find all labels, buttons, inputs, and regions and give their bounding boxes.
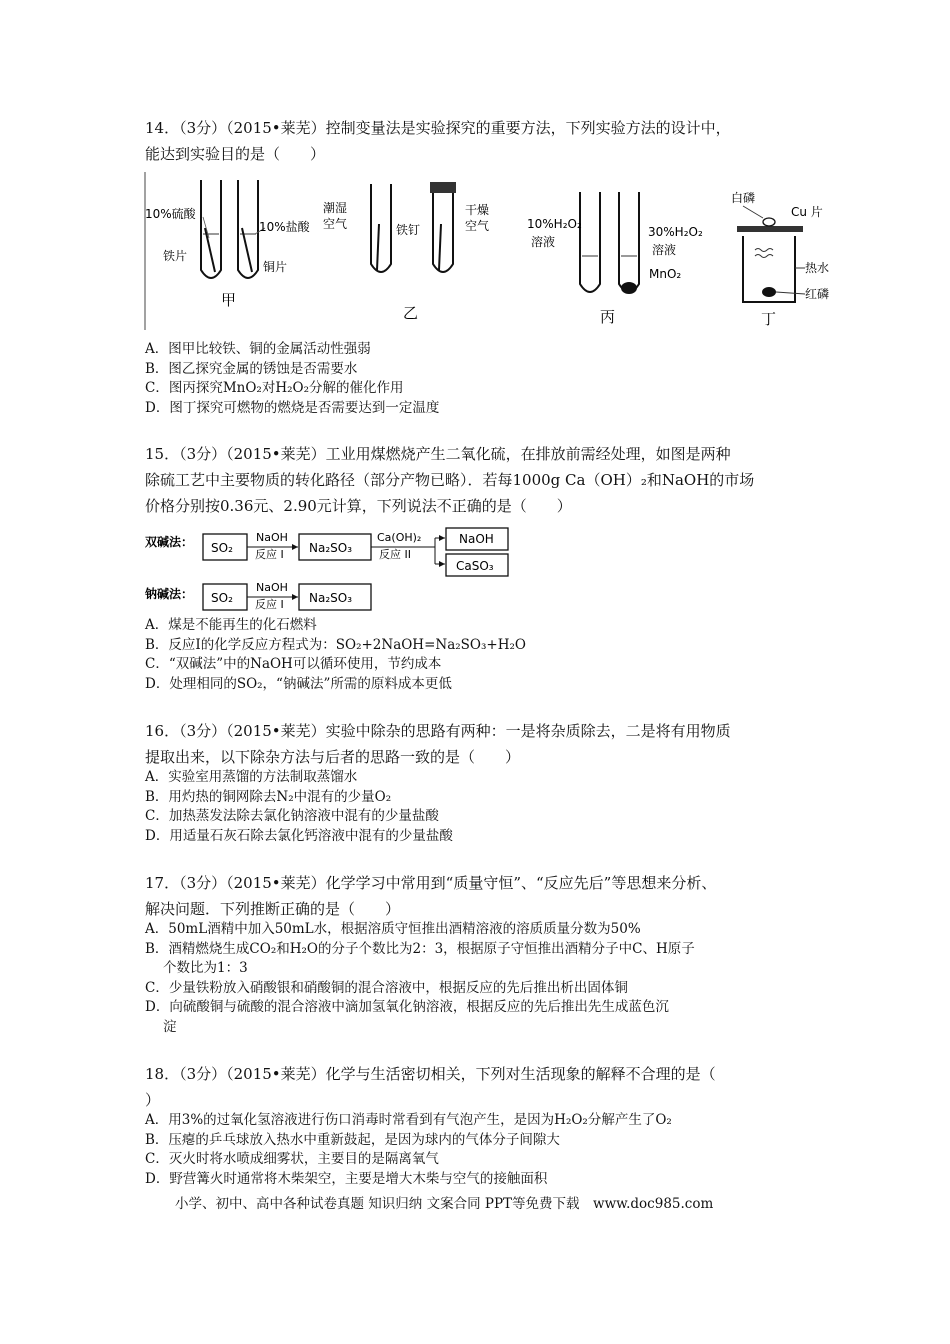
jia-metal2-label: 铜片 [263, 260, 288, 274]
yi-caption: 乙 [403, 304, 419, 322]
q17-option-b-cont: 个数比为1：3 [163, 960, 248, 976]
q18-stem-line1: 18．（3分）（2015•莱芜）化学与生活密切相关，下列对生活现象的解释不合理的是（ [145, 1065, 716, 1083]
so2-box-2: SO₂ [211, 591, 233, 605]
q15-option-b: B．反应Ⅰ的化学反应方程式为：SO₂+2NaOH=Na₂SO₃+H₂O [145, 636, 526, 653]
q18-option-c: C．灭火时将水喷成细雾状，主要目的是隔离氧气 [145, 1151, 439, 1167]
so2-box-1: SO₂ [211, 541, 233, 555]
jia-acid1-label: 10%硫酸 [145, 207, 196, 221]
bing-sol2b-label: 溶液 [652, 243, 677, 257]
caso3-product-box: CaSO₃ [456, 559, 494, 573]
footer-text: 小学、初中、高中各种试卷真题 知识归纳 文案合同 PPT等免费下载 www.doc985.com [175, 1196, 714, 1212]
bing-sol1b-label: 溶液 [531, 235, 556, 249]
bing-sol2a-label: 30%H₂O₂ [648, 225, 703, 239]
naoh-product-box: NaOH [459, 532, 494, 546]
reaction1-label-2: 反应 I [255, 598, 284, 611]
q15-stem-line1: 15．（3分）（2015•莱芜）工业用煤燃烧产生二氧化硫，在排放前需经处理，如图是两种 [145, 445, 731, 463]
q18-stem-line2: ） [145, 1091, 161, 1109]
q18-option-b: B．压瘪的乒乓球放入热水中重新鼓起，是因为球内的气体分子间隙大 [145, 1131, 560, 1148]
yi-air1a-label: 潮湿 [323, 201, 348, 215]
q18-option-d: D．野营篝火时通常将木柴架空，主要是增大木柴与空气的接触面积 [145, 1170, 548, 1187]
double-method-label: 双碱法： [145, 535, 194, 549]
naoh-reagent-2: NaOH [256, 581, 288, 594]
q16-stem-line1: 16．（3分）（2015•莱芜）实验中除杂的思路有两种：一是将杂质除去，二是将有用物质 [145, 722, 731, 740]
naoh-reagent-1: NaOH [256, 531, 288, 544]
q14-stem-line2: 能达到实验目的是（ ） [145, 145, 326, 163]
question-15-stem [145, 441, 815, 519]
q15-flow-diagram [143, 524, 515, 620]
q17-option-d: D．向硫酸铜与硫酸的混合溶液中滴加氢氧化钠溶液，根据反应的先后推出先生成蓝色沉 [145, 999, 669, 1015]
q14-figure [143, 172, 843, 336]
q14-option-a: A．图甲比较铁、铜的金属活动性强弱 [145, 341, 371, 357]
q17-options [145, 920, 815, 1037]
q17-option-b: B．酒精燃烧生成CO₂和H₂O的分子个数比为2：3，根据原子守恒推出酒精分子中C、H原子 [145, 940, 695, 957]
bing-sol1a-label: 10%H₂O₂ [527, 217, 582, 231]
yi-air1b-label: 空气 [323, 217, 348, 231]
q17-stem-line2: 解决问题．下列推断正确的是（ ） [145, 900, 401, 918]
q16-option-a: A．实验室用蒸馏的方法制取蒸馏水 [145, 769, 358, 785]
q15-option-c: C．“双碱法”中的NaOH可以循环使用，节约成本 [145, 656, 442, 672]
na2so3-box-2: Na₂SO₃ [309, 591, 353, 605]
q14-stem-line1: 14．（3分）（2015•莱芜）控制变量法是实验探究的重要方法，下列实验方法的设计中， [145, 119, 731, 137]
bing-caption: 丙 [600, 308, 616, 326]
na2so3-box-1: Na₂SO₃ [309, 541, 353, 555]
figure-yi [323, 182, 489, 322]
ding-caption: 丁 [761, 310, 777, 328]
ding-cu-label: Cu 片 [791, 205, 823, 219]
sodium-method-label: 钠碱法： [145, 587, 194, 601]
yi-air2a-label: 干燥 [465, 203, 490, 217]
reaction1-label-1: 反应 I [255, 548, 284, 561]
q14-options [145, 340, 815, 418]
q14-option-c: C．图丙探究MnO₂对H₂O₂分解的催化作用 [145, 380, 404, 396]
question-17-stem [145, 870, 815, 922]
reaction2-label: 反应 II [379, 548, 411, 561]
jia-caption: 甲 [221, 291, 237, 309]
figure-ding [731, 190, 829, 328]
figure-jia [145, 180, 311, 309]
q17-stem-line1: 17．（3分）（2015•莱芜）化学学习中常用到“质量守恒”、“反应先后”等思想来分析、 [145, 874, 717, 892]
question-18-stem [145, 1061, 815, 1113]
q15-option-a: A．煤是不能再生的化石燃料 [145, 617, 317, 633]
q16-options [145, 768, 815, 846]
q15-options [145, 616, 815, 694]
jia-acid2-label: 10%盐酸 [259, 220, 310, 234]
ding-white-p-label: 白磷 [731, 191, 756, 205]
q16-option-c: C．加热蒸发法除去氯化钠溶液中混有的少量盐酸 [145, 808, 439, 824]
jia-metal1-label: 铁片 [163, 249, 188, 263]
ding-water-label: 热水 [805, 261, 830, 275]
ding-red-p-label: 红磷 [805, 287, 830, 301]
figure-bing [527, 192, 703, 326]
q15-stem-line3: 价格分别按0.36元、2.90元计算，下列说法不正确的是（ ） [145, 497, 572, 515]
q18-options [145, 1111, 815, 1189]
caoh2-reagent: Ca(OH)₂ [377, 531, 422, 544]
bing-catalyst-label: MnO₂ [649, 267, 682, 281]
q15-option-d: D．处理相同的SO₂，“钠碱法”所需的原料成本更低 [145, 675, 452, 692]
q16-option-b: B．用灼热的铜网除去N₂中混有的少量O₂ [145, 788, 392, 805]
q16-option-d: D．用适量石灰石除去氯化钙溶液中混有的少量盐酸 [145, 827, 453, 844]
question-16-stem [145, 718, 815, 770]
q14-option-b: B．图乙探究金属的锈蚀是否需要水 [145, 360, 358, 377]
q15-stem-line2: 除硫工艺中主要物质的转化路径（部分产物已略）．若每1000g Ca（OH）₂和NaOH的市场 [145, 471, 755, 489]
yi-nail-label: 铁钉 [396, 223, 421, 237]
yi-air2b-label: 空气 [465, 219, 490, 233]
q17-option-d-cont: 淀 [163, 1018, 177, 1035]
question-14-stem [145, 115, 815, 167]
q16-stem-line2: 提取出来，以下除杂方法与后者的思路一致的是（ ） [145, 748, 521, 766]
q17-option-a: A．50mL酒精中加入50mL水，根据溶质守恒推出酒精溶液的溶质质量分数为50% [145, 921, 641, 937]
q18-option-a: A．用3%的过氧化氢溶液进行伤口消毒时常看到有气泡产生，是因为H₂O₂分解产生了O₂ [145, 1112, 672, 1128]
q17-option-c: C．少量铁粉放入硝酸银和硝酸铜的混合溶液中，根据反应的先后推出析出固体铜 [145, 979, 628, 996]
q14-option-d: D．图丁探究可燃物的燃烧是否需要达到一定温度 [145, 399, 440, 416]
